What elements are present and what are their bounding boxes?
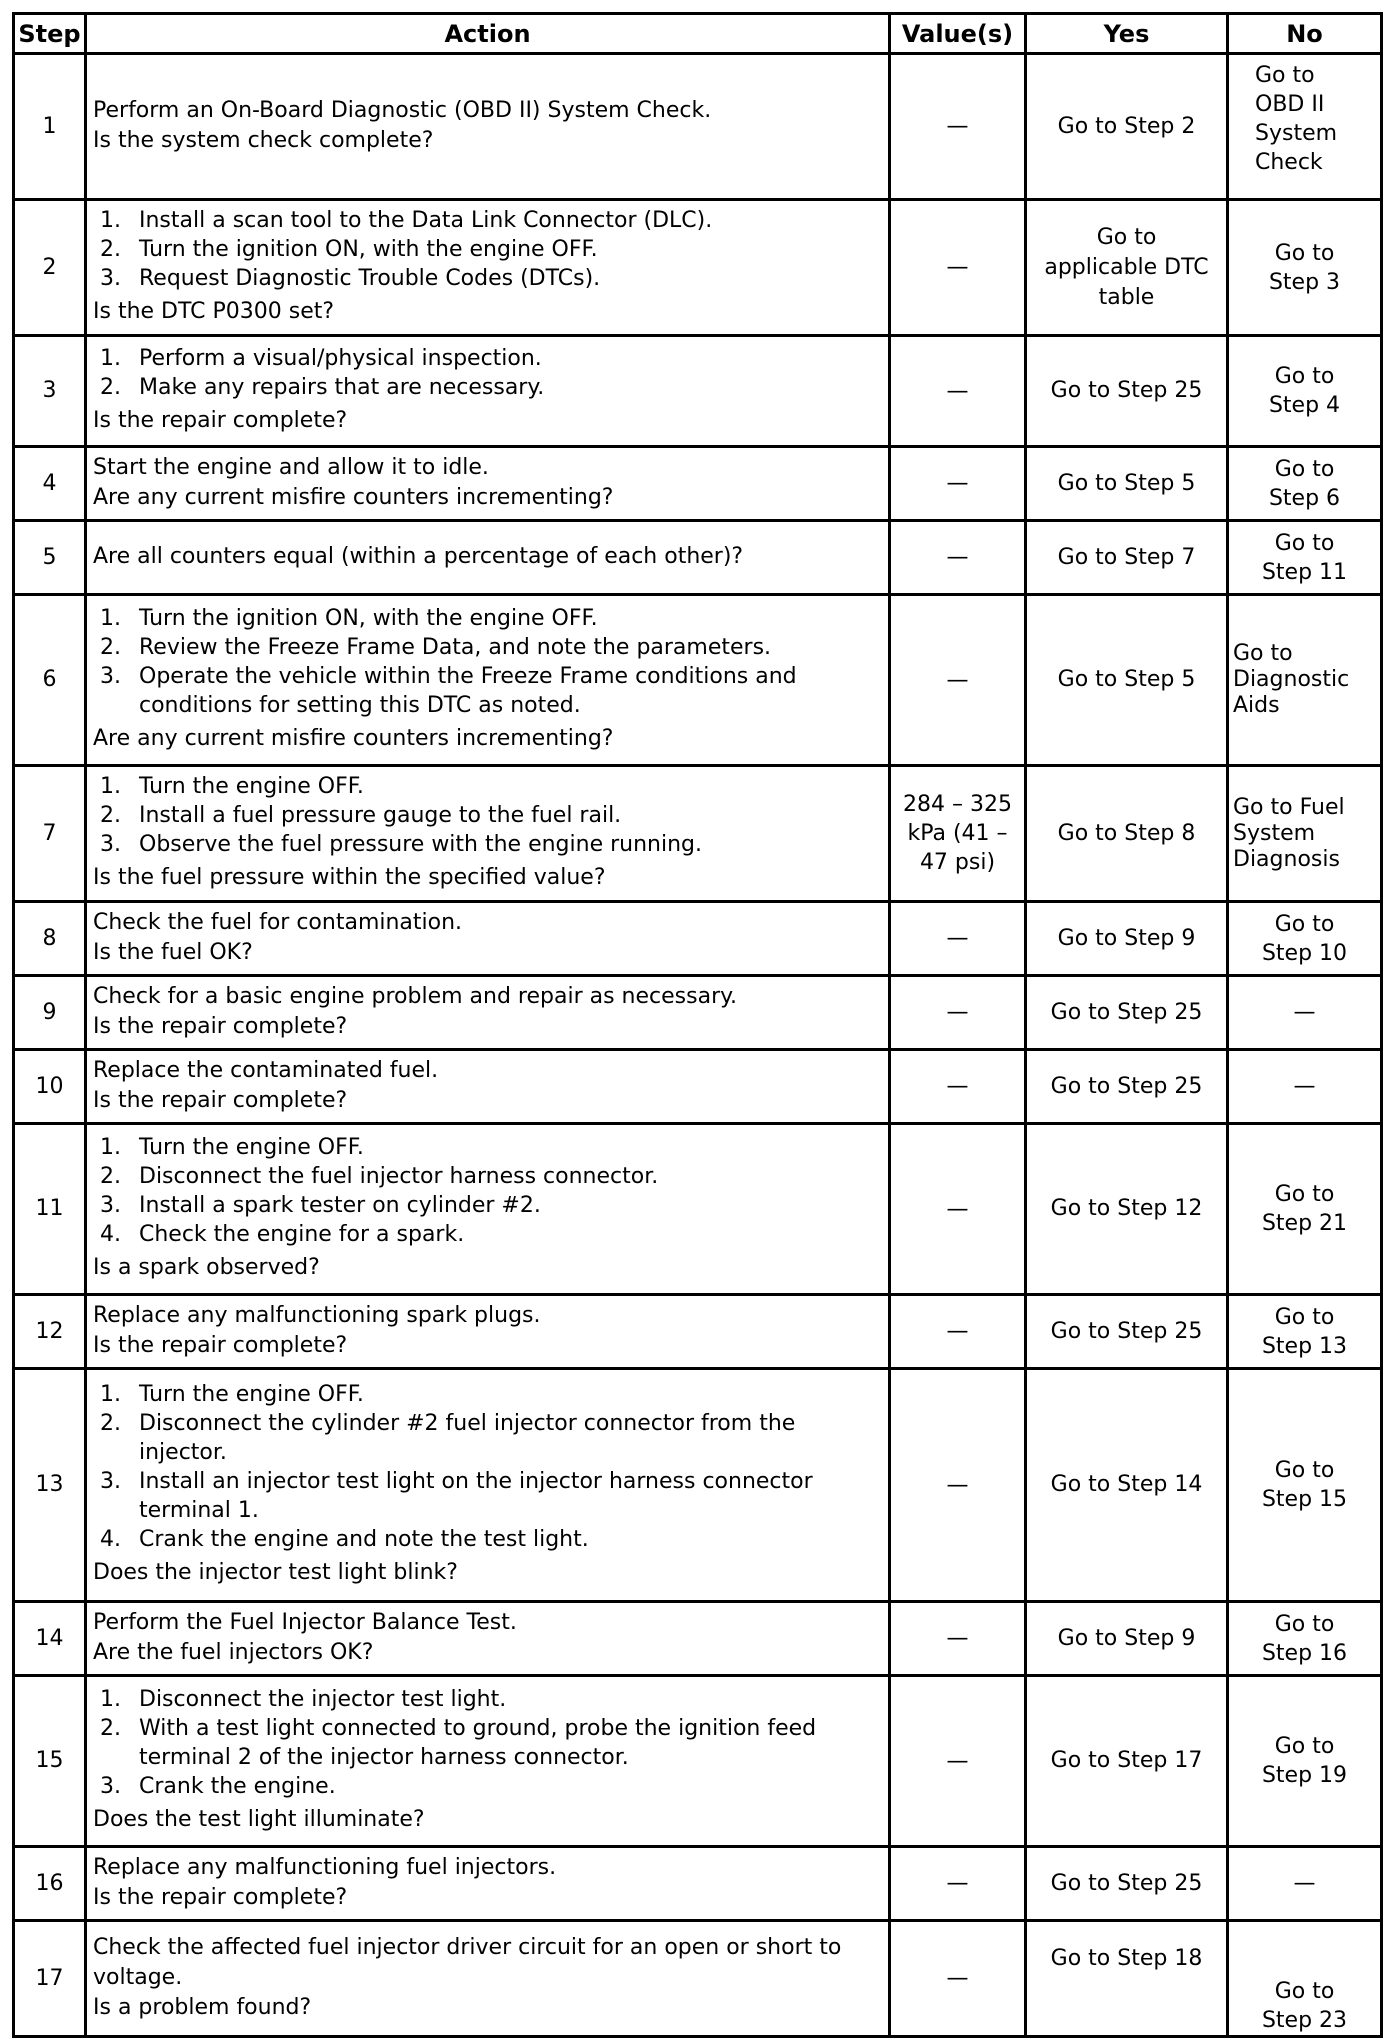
table-row xyxy=(14,521,1382,595)
table-row xyxy=(14,447,1382,521)
action-cell xyxy=(86,766,890,902)
value-cell: — xyxy=(890,595,1026,766)
action-cell xyxy=(86,1602,890,1676)
header-no: No xyxy=(1228,14,1382,54)
action-line: Is the fuel OK? xyxy=(93,939,253,965)
action-step-number: 1. xyxy=(100,346,121,371)
action-line: Is the repair complete? xyxy=(93,1332,348,1358)
value-cell: 284 – 325 kPa (41 – 47 psi) xyxy=(890,766,1026,902)
action-step-text: Install a scan tool to the Data Link Connector (DLC). xyxy=(139,208,713,233)
step-number: 2 xyxy=(14,200,86,336)
no-cell: Go to Step 13 xyxy=(1228,1295,1382,1369)
action-step-text: Make any repairs that are necessary. xyxy=(139,375,545,400)
action-line: Start the engine and allow it to idle. xyxy=(93,454,489,480)
no-cell: — xyxy=(1228,976,1382,1050)
no-cell: — xyxy=(1228,1050,1382,1124)
table-row xyxy=(14,902,1382,976)
action-question: Does the injector test light blink? xyxy=(93,1560,458,1585)
action-step-item xyxy=(93,604,882,633)
action-line: Is the system check complete? xyxy=(93,127,434,153)
action-line: Perform an On-Board Diagnostic (OBD II) System Check. xyxy=(93,97,712,123)
action-step-number: 2. xyxy=(100,1716,121,1741)
action-step-item xyxy=(93,1714,882,1772)
value-cell: — xyxy=(890,1921,1026,2037)
step-number: 5 xyxy=(14,521,86,595)
table-row xyxy=(14,1369,1382,1602)
value-cell: — xyxy=(890,1676,1026,1847)
action-line: Is the repair complete? xyxy=(93,1087,348,1113)
action-cell xyxy=(86,902,890,976)
yes-cell: Go to Step 12 xyxy=(1026,1124,1228,1295)
action-step-text: Perform a visual/physical inspection. xyxy=(139,346,542,371)
value-cell: — xyxy=(890,902,1026,976)
action-step-item xyxy=(93,206,882,235)
action-cell xyxy=(86,447,890,521)
step-number: 1 xyxy=(14,54,86,200)
yes-cell: Go to Step 25 xyxy=(1026,1295,1228,1369)
no-cell: Go to Step 19 xyxy=(1228,1676,1382,1847)
yes-cell: Go to Step 9 xyxy=(1026,902,1228,976)
yes-cell: Go to Step 9 xyxy=(1026,1602,1228,1676)
table-row xyxy=(14,1124,1382,1295)
action-step-number: 3. xyxy=(100,1774,121,1799)
step-number: 16 xyxy=(14,1847,86,1921)
no-cell: Go to Step 23 xyxy=(1228,1921,1382,2037)
action-step-text: Request Diagnostic Trouble Codes (DTCs). xyxy=(139,266,601,291)
action-cell xyxy=(86,54,890,200)
action-step-item xyxy=(93,373,882,402)
action-step-number: 3. xyxy=(100,266,121,291)
table-row xyxy=(14,595,1382,766)
action-step-text: Install a fuel pressure gauge to the fuel rail. xyxy=(139,803,622,828)
action-step-text: Observe the fuel pressure with the engine running. xyxy=(139,832,702,857)
no-cell: — xyxy=(1228,1847,1382,1921)
value-cell: — xyxy=(890,1124,1026,1295)
table-row xyxy=(14,1050,1382,1124)
step-number: 14 xyxy=(14,1602,86,1676)
action-step-text: Turn the engine OFF. xyxy=(139,1382,364,1407)
action-step-item xyxy=(93,1191,882,1220)
header-step: Step xyxy=(14,14,86,54)
action-step-item xyxy=(93,1467,882,1525)
action-step-item xyxy=(93,235,882,264)
step-number: 15 xyxy=(14,1676,86,1847)
header-action: Action xyxy=(86,14,890,54)
action-question: Is a spark observed? xyxy=(93,1255,320,1280)
action-step-text: With a test light connected to ground, probe the ignition feed terminal 2 of the injector harness connector. xyxy=(139,1716,817,1770)
value-cell: — xyxy=(890,200,1026,336)
step-number: 17 xyxy=(14,1921,86,2037)
action-step-text: Turn the ignition ON, with the engine OFF. xyxy=(139,237,598,262)
table-row xyxy=(14,1847,1382,1921)
yes-cell: Go to Step 5 xyxy=(1026,595,1228,766)
action-step-item xyxy=(93,633,882,662)
yes-cell: Go to Step 7 xyxy=(1026,521,1228,595)
action-step-item xyxy=(93,344,882,373)
action-step-item xyxy=(93,1220,882,1249)
no-cell: Go to Step 16 xyxy=(1228,1602,1382,1676)
table-row xyxy=(14,54,1382,200)
value-cell: — xyxy=(890,1602,1026,1676)
action-cell xyxy=(86,1847,890,1921)
action-step-number: 2. xyxy=(100,375,121,400)
action-step-text: Turn the ignition ON, with the engine OFF. xyxy=(139,606,598,631)
yes-cell: Go to Step 25 xyxy=(1026,1050,1228,1124)
yes-cell: Go to Step 25 xyxy=(1026,1847,1228,1921)
action-cell xyxy=(86,200,890,336)
yes-cell: Go to Step 25 xyxy=(1026,976,1228,1050)
action-line: Check the affected fuel injector driver circuit for an open or short to voltage. xyxy=(93,1934,842,1990)
action-line: Is the repair complete? xyxy=(93,1884,348,1910)
action-step-item xyxy=(93,1133,882,1162)
header-value: Value(s) xyxy=(890,14,1026,54)
no-cell: Go to Step 4 xyxy=(1228,336,1382,447)
action-step-number: 2. xyxy=(100,635,121,660)
action-step-number: 3. xyxy=(100,1469,121,1494)
yes-cell: Go to Step 14 xyxy=(1026,1369,1228,1602)
action-step-number: 4. xyxy=(100,1527,121,1552)
no-cell: Go to Diagnostic Aids xyxy=(1228,595,1382,766)
action-cell xyxy=(86,1124,890,1295)
header-yes: Yes xyxy=(1026,14,1228,54)
action-step-item xyxy=(93,1685,882,1714)
action-step-text: Disconnect the cylinder #2 fuel injector connector from the injector. xyxy=(139,1411,796,1465)
action-line: Replace any malfunctioning spark plugs. xyxy=(93,1302,541,1328)
action-step-text: Operate the vehicle within the Freeze Frame conditions and conditions for setting this DTC as noted. xyxy=(139,664,797,718)
action-step-item xyxy=(93,1525,882,1554)
action-step-text: Crank the engine and note the test light. xyxy=(139,1527,589,1552)
action-step-item xyxy=(93,264,882,293)
action-step-text: Disconnect the fuel injector harness connector. xyxy=(139,1164,659,1189)
action-step-item xyxy=(93,830,882,859)
table-row xyxy=(14,200,1382,336)
no-cell: Go to Step 3 xyxy=(1228,200,1382,336)
action-cell xyxy=(86,1676,890,1847)
value-cell: — xyxy=(890,976,1026,1050)
no-cell: Go to Step 11 xyxy=(1228,521,1382,595)
action-line: Check for a basic engine problem and repair as necessary. xyxy=(93,983,737,1009)
table-row xyxy=(14,1295,1382,1369)
action-cell xyxy=(86,336,890,447)
table-body xyxy=(14,54,1382,2037)
action-step-text: Crank the engine. xyxy=(139,1774,336,1799)
action-step-number: 1. xyxy=(100,1687,121,1712)
table-row xyxy=(14,336,1382,447)
action-cell xyxy=(86,1295,890,1369)
action-step-item xyxy=(93,772,882,801)
action-question: Is the fuel pressure within the specified value? xyxy=(93,865,606,890)
action-step-number: 3. xyxy=(100,1193,121,1218)
action-cell xyxy=(86,976,890,1050)
action-step-text: Turn the engine OFF. xyxy=(139,1135,364,1160)
value-cell: — xyxy=(890,447,1026,521)
action-line: Are the fuel injectors OK? xyxy=(93,1639,374,1665)
action-step-number: 2. xyxy=(100,237,121,262)
action-step-number: 1. xyxy=(100,606,121,631)
table-row xyxy=(14,1602,1382,1676)
action-cell xyxy=(86,521,890,595)
value-cell: — xyxy=(890,521,1026,595)
action-step-text: Check the engine for a spark. xyxy=(139,1222,465,1247)
step-number: 10 xyxy=(14,1050,86,1124)
action-step-number: 3. xyxy=(100,664,121,689)
table-row xyxy=(14,1676,1382,1847)
no-cell: Go to Fuel System Diagnosis xyxy=(1228,766,1382,902)
yes-cell: Go to Step 17 xyxy=(1026,1676,1228,1847)
step-number: 9 xyxy=(14,976,86,1050)
no-cell: Go to Step 10 xyxy=(1228,902,1382,976)
step-number: 6 xyxy=(14,595,86,766)
action-cell xyxy=(86,1369,890,1602)
yes-cell: Go to applicable DTC table xyxy=(1026,200,1228,336)
action-step-text: Install an injector test light on the injector harness connector terminal 1. xyxy=(139,1469,813,1523)
action-question: Does the test light illuminate? xyxy=(93,1807,425,1832)
no-cell: Go to Step 21 xyxy=(1228,1124,1382,1295)
step-number: 7 xyxy=(14,766,86,902)
action-step-number: 3. xyxy=(100,832,121,857)
action-cell xyxy=(86,1921,890,2037)
action-step-number: 1. xyxy=(100,1382,121,1407)
value-cell: — xyxy=(890,1050,1026,1124)
action-step-item xyxy=(93,1162,882,1191)
action-line: Replace any malfunctioning fuel injectors. xyxy=(93,1854,557,1880)
action-step-text: Turn the engine OFF. xyxy=(139,774,364,799)
no-cell: Go to OBD II System Check xyxy=(1228,54,1382,200)
yes-cell: Go to Step 5 xyxy=(1026,447,1228,521)
action-cell xyxy=(86,595,890,766)
action-step-text: Review the Freeze Frame Data, and note the parameters. xyxy=(139,635,772,660)
action-question: Are any current misfire counters incrementing? xyxy=(93,726,614,751)
action-line: Are any current misfire counters incrementing? xyxy=(93,484,614,510)
action-line: Perform the Fuel Injector Balance Test. xyxy=(93,1609,517,1635)
action-step-number: 2. xyxy=(100,1411,121,1436)
action-step-text: Install a spark tester on cylinder #2. xyxy=(139,1193,541,1218)
yes-cell: Go to Step 2 xyxy=(1026,54,1228,200)
action-step-item xyxy=(93,1772,882,1801)
action-line: Is a problem found? xyxy=(93,1994,312,2020)
action-step-number: 1. xyxy=(100,208,121,233)
step-number: 12 xyxy=(14,1295,86,1369)
action-question: Is the DTC P0300 set? xyxy=(93,299,335,324)
no-cell: Go to Step 15 xyxy=(1228,1369,1382,1602)
action-step-number: 1. xyxy=(100,1135,121,1160)
table-row xyxy=(14,1921,1382,2037)
step-number: 11 xyxy=(14,1124,86,1295)
action-step-number: 1. xyxy=(100,774,121,799)
action-line: Are all counters equal (within a percentage of each other)? xyxy=(93,543,744,569)
table-row xyxy=(14,766,1382,902)
action-cell xyxy=(86,1050,890,1124)
action-step-item xyxy=(93,662,882,720)
step-number: 8 xyxy=(14,902,86,976)
action-step-number: 2. xyxy=(100,803,121,828)
value-cell: — xyxy=(890,1847,1026,1921)
action-line: Replace the contaminated fuel. xyxy=(93,1057,439,1083)
action-step-number: 2. xyxy=(100,1164,121,1189)
yes-cell: Go to Step 25 xyxy=(1026,336,1228,447)
yes-cell: Go to Step 18 xyxy=(1026,1921,1228,2037)
yes-cell: Go to Step 8 xyxy=(1026,766,1228,902)
action-step-number: 4. xyxy=(100,1222,121,1247)
step-number: 3 xyxy=(14,336,86,447)
value-cell: — xyxy=(890,336,1026,447)
diagnostic-table xyxy=(12,12,1383,2038)
action-step-item xyxy=(93,1380,882,1409)
header-row xyxy=(14,14,1382,54)
table-row xyxy=(14,976,1382,1050)
value-cell: — xyxy=(890,1369,1026,1602)
action-step-item xyxy=(93,801,882,830)
step-number: 13 xyxy=(14,1369,86,1602)
action-question: Is the repair complete? xyxy=(93,408,348,433)
action-step-item xyxy=(93,1409,882,1467)
step-number: 4 xyxy=(14,447,86,521)
action-line: Is the repair complete? xyxy=(93,1013,348,1039)
action-step-text: Disconnect the injector test light. xyxy=(139,1687,507,1712)
action-line: Check the fuel for contamination. xyxy=(93,909,463,935)
value-cell: — xyxy=(890,54,1026,200)
no-cell: Go to Step 6 xyxy=(1228,447,1382,521)
value-cell: — xyxy=(890,1295,1026,1369)
